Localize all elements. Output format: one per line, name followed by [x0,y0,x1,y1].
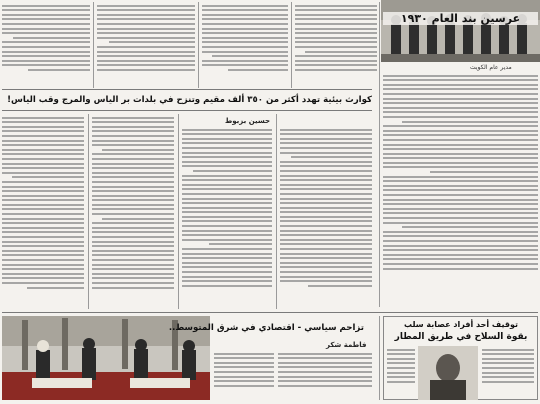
bottom-right-text [482,346,534,398]
top-mid-right-column [202,2,288,88]
bottom-column-2 [278,350,372,400]
top-right-caption: مدير عام الكويت [470,64,512,71]
bottom-right-text-left [387,346,415,398]
bottom-right-photo [418,346,478,400]
top-left-column [2,2,90,88]
main-article-column-3 [182,126,272,309]
right-column-text [383,72,538,292]
main-article-column-2 [92,114,174,309]
bottom-headline: تزاحم سياسي - اقتصادي في شرق المتوسط.. [168,323,364,333]
top-right-photo [381,0,540,62]
main-headline: كوارث بيئية تهدد أكثر من ٣٥٠ ألف مقيم وتنزح في بلدات بر الياس والمرج وقب الياس! [7,95,372,105]
top-right-headline: عرسين بند العام ١٩٣٠ [383,12,538,25]
bottom-right-headline: توقيف أحد أفراد عصابة سلب [404,320,518,329]
main-byline: حسين بزبوط [225,117,271,125]
bottom-right-subheadline: بقوة السلاح في طريق المطار [394,332,528,342]
top-right-text-column [295,2,377,88]
top-mid-left-column [97,2,195,88]
bottom-column-1 [214,350,274,400]
main-article-column-1 [2,114,84,309]
bottom-column-3 [214,316,215,317]
bottom-byline: فاطمة شكر [326,341,367,349]
main-article-column-4 [280,126,372,309]
